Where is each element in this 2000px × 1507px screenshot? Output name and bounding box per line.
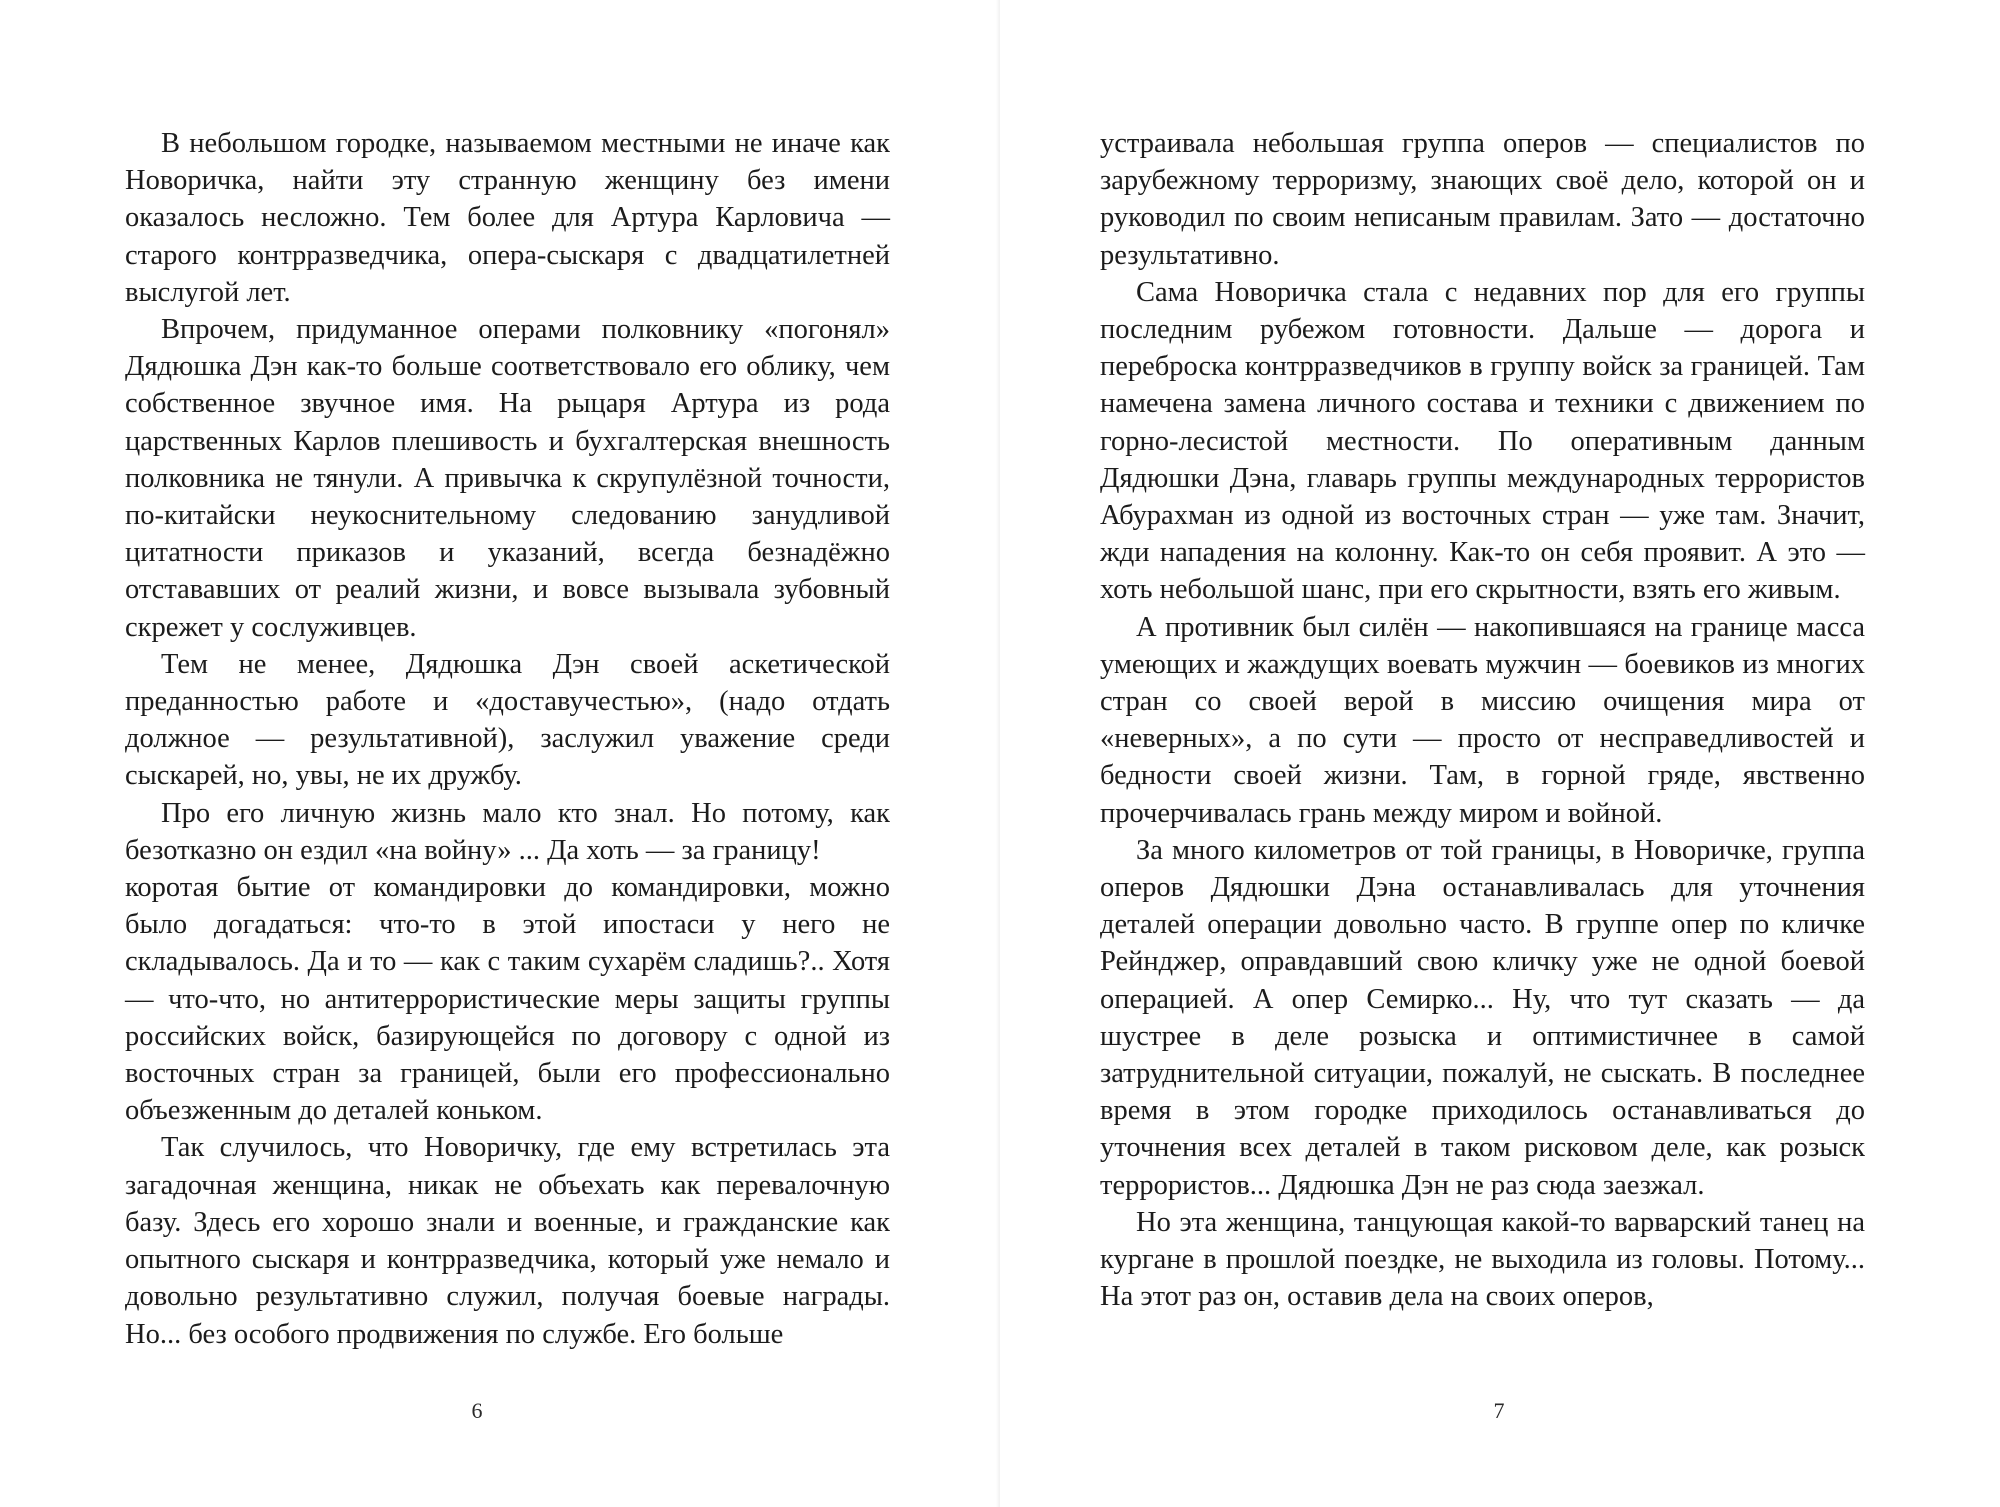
right-page-text bbox=[1100, 125, 1865, 1316]
paragraph: А противник был силён — накопившаяся на границе масса умеющих и жаждущих воевать мужчин — боевиков из многих стран со своей верой в миссию очищения мира от «неверных», а по сути — просто от несправедливостей и бедности своей жизни. Там, в горной гряде, явственно прочерчивалась грань между миром и войной. bbox=[1100, 611, 1865, 829]
page-number: 7 bbox=[1493, 1398, 1505, 1423]
paragraph: Тем не менее, Дядюшка Дэн своей аскетической преданностью работе и «доставучестью», (надо отдать должное — результативной), заслужил уважение среди сыскарей, но, увы, не их дружбу. bbox=[125, 648, 890, 792]
paragraph: Но эта женщина, танцующая какой-то варварский танец на кургане в прошлой поездке, не выходила из головы. Потому... На этот раз он, оставив дела на своих оперов, bbox=[1100, 1206, 1865, 1313]
right-page bbox=[1000, 0, 2000, 1507]
paragraph: В небольшом городке, называемом местными не иначе как Новоричка, найти эту странную женщину без имени оказалось несложно. Тем более для Артура Карловича — старого контрразведчика, опера-сыскаря с двадцатилетней выслугой лет. bbox=[125, 128, 890, 308]
paragraph: коротая бытие от командировки до командировки, можно было догадаться: что-то в этой ипостаси у него не складывалось. Да и то — как с таким сухарём сладишь?.. Хотя — что-что, но антитеррористические меры защиты группы российских войск, базирующейся по договору с одной из восточных стран за границей, были его профессионально объезженным до деталей коньком. bbox=[125, 872, 890, 1127]
paragraph: устраивала небольшая группа оперов — специалистов по зарубежному терроризму, знающих своё дело, которой он и руководил по своим неписаным правилам. Зато — достаточно результативно. bbox=[1100, 128, 1865, 271]
paragraph: Про его личную жизнь мало кто знал. Но потому, как безотказно он ездил «на войну» ... Да хоть — за границу! bbox=[125, 797, 890, 866]
paragraph: Так случилось, что Новоричку, где ему встретилась эта загадочная женщина, никак не объехать как перевалочную базу. Здесь его хорошо знали и военные, и гражданские как опытного сыскаря и контрразведчика, который уже немало и довольно результативно служил, получая боевые награды. Но... без особого продвижения по службе. Его больше bbox=[125, 1132, 890, 1350]
paragraph: Сама Новоричка стала с недавних пор для его группы последним рубежом готовности. Дальше — дорога и переброска контрразведчиков в группу войск за границей. Там намечена замена личного состава и техники с движением по горно-лесистой местности. По оперативным данным Дядюшки Дэна, главарь группы международных террористов Абурахман из одной из восточных стран — уже там. Значит, жди нападения на колонну. Как-то он себя проявит. А это — хоть небольшой шанс, при его скрытности, взять его живым. bbox=[1100, 276, 1865, 606]
left-page-text bbox=[125, 125, 890, 1353]
page-number: 6 bbox=[471, 1398, 483, 1423]
paragraph: За много километров от той границы, в Новоричке, группа оперов Дядюшки Дэна останавливалась для уточнения деталей операции довольно часто. В группе опер по кличке Рейнджер, оправдавший свою кличку уже не одной боевой операцией. А опер Семирко... Ну, что тут сказать — да шустрее в деле розыска и оптимистичнее в самой затруднительной ситуации, пожалуй, не сыскать. В последнее время в этом городке приходилось останавливаться до уточнения всех деталей в таком рисковом деле, как розыск террористов... Дядюшка Дэн не раз сюда заезжал. bbox=[1100, 834, 1865, 1201]
paragraph: Впрочем, придуманное операми полковнику «погонял» Дядюшка Дэн как-то больше соответствовало его облику, чем собственное звучное имя. На рыцаря Артура из рода царственных Карлов плешивость и бухгалтерская внешность полковника не тянули. А привычка к скрупулёзной точности, по-китайски неукоснительному следованию занудливой цитатности приказов и указаний, всегда безнадёжно отстававших от реалий жизни, и вовсе вызывала зубовный скрежет у сослуживцев. bbox=[125, 314, 890, 643]
